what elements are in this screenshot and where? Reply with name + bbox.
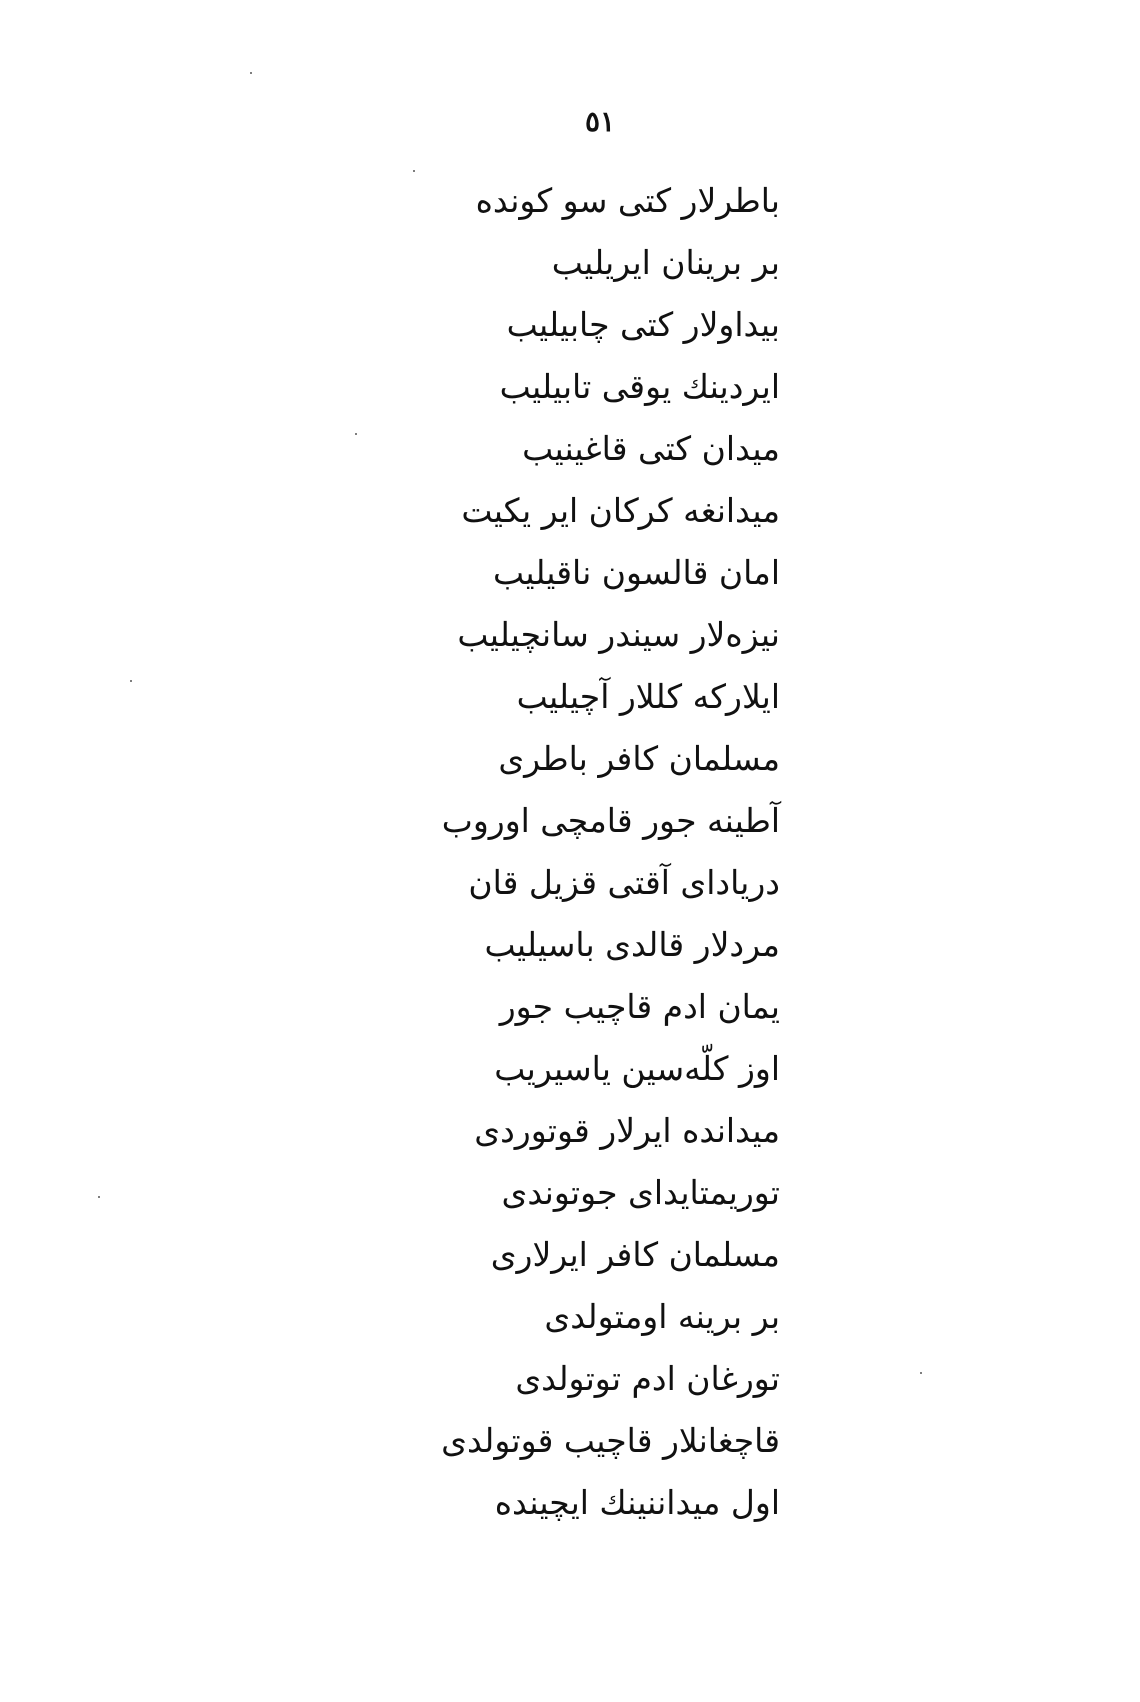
verse-line: اول میداننینك ایچینده [494,1483,780,1522]
paper-speck [413,170,415,172]
verse-line: تورغان ادم توتولدی [515,1359,780,1398]
verse-line: میدان کتی قاغینیب [522,429,780,468]
verse-line: مردلار قالدی باسیلیب [484,925,780,964]
paper-speck [250,72,252,74]
verse-line: ایردینك یوقی تابیلیب [499,367,780,406]
verse-line: مسلمان کافر ایرلاری [490,1235,780,1274]
verse-line: قاچغانلار قاچیب قوتولدی [441,1421,780,1460]
verse-line: بر برینه اومتولدی [544,1297,780,1336]
verse-line: میدانده ایرلار قوتوردی [474,1111,780,1150]
verse-line: بر برینان ایریلیب [551,243,780,282]
verse-line: بیداولار کتی چابیلیب [506,305,780,344]
verse-line: میدانغه کرکان ایر یکیت [461,491,780,530]
verse-line: باطرلار کتی سو کونده [475,181,780,220]
verse-line: یمان ادم قاچیب جور [499,987,780,1026]
page-number: ٥١ [584,105,616,138]
poem-verses [320,170,780,1534]
verse-line: امان قالسون ناقیلیب [493,553,780,592]
paper-speck [355,433,357,435]
paper-speck [98,1196,100,1198]
verse-line: نیزه‌لار سیندر سانچیلیب [457,615,780,654]
verse-line: آطینه جور قامچی اوروب [441,801,780,840]
paper-speck [130,680,132,682]
verse-line: اوز کلّه‌سین یاسیریب [494,1049,780,1088]
verse-line: توریمتایدای جوتوندی [501,1173,780,1212]
verse-line: دریادای آقتی قزیل قان [468,863,780,902]
paper-speck [920,1372,922,1374]
verse-line: ایلارکه کللار آچیلیب [516,677,780,716]
verse-line: مسلمان کافر باطری [498,739,780,778]
